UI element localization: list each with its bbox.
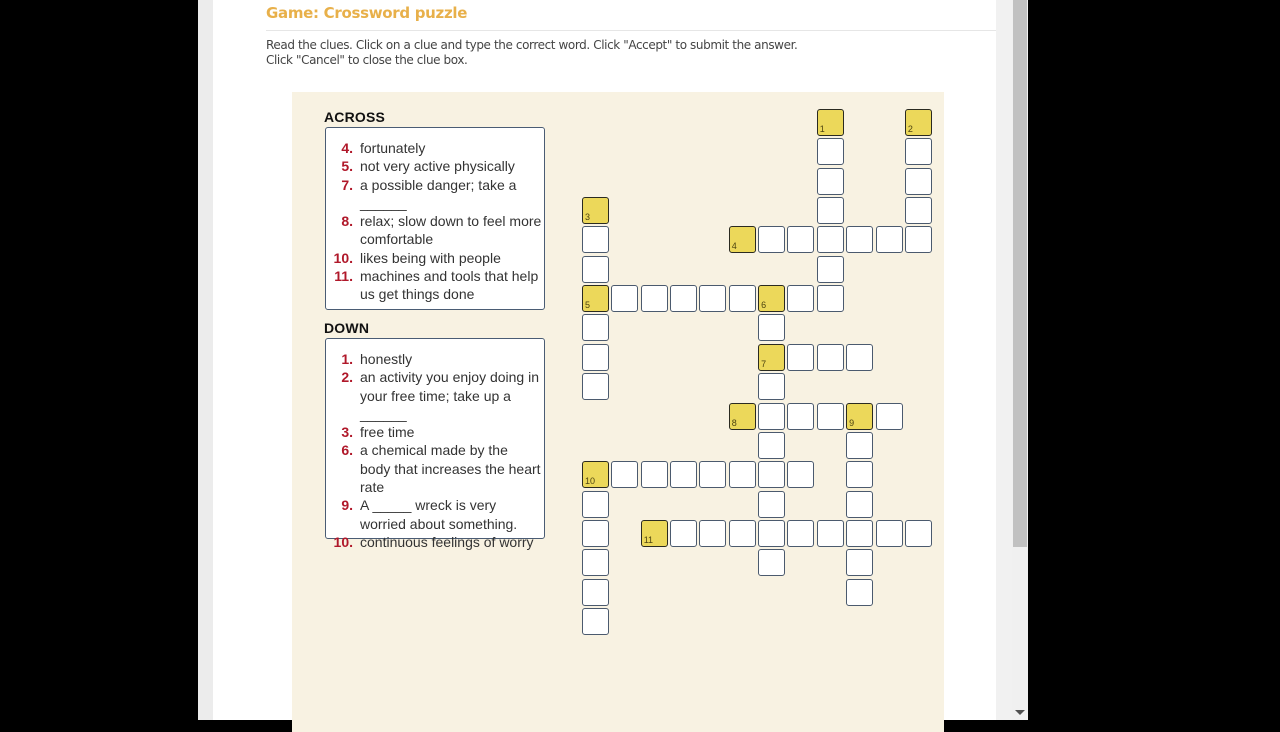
grid-cell[interactable] <box>758 520 785 547</box>
grid-cell[interactable] <box>846 549 873 576</box>
clue-down-1[interactable] <box>326 350 544 368</box>
grid-cell[interactable] <box>641 285 668 312</box>
grid-cell-start-8[interactable] <box>729 403 756 430</box>
clue-number: 10. <box>333 249 353 266</box>
clue-down-9[interactable] <box>326 496 544 533</box>
grid-cell[interactable] <box>582 549 609 576</box>
grid-cell[interactable] <box>582 608 609 635</box>
grid-cell[interactable] <box>787 403 814 430</box>
across-clue-list <box>325 127 545 310</box>
grid-cell-start-5[interactable] <box>582 285 609 312</box>
cell-number: 2 <box>907 124 913 134</box>
clue-across-11[interactable] <box>326 267 544 304</box>
grid-cell[interactable] <box>758 403 785 430</box>
cell-number: 9 <box>849 417 855 428</box>
grid-cell[interactable] <box>787 520 814 547</box>
clue-number: 1. <box>341 351 353 367</box>
grid-cell[interactable] <box>817 403 844 430</box>
grid-cell[interactable] <box>817 226 844 253</box>
grid-cell[interactable] <box>699 520 726 547</box>
clue-number: 9. <box>341 497 353 514</box>
grid-cell-start-7[interactable] <box>758 344 785 371</box>
grid-cell[interactable] <box>699 461 726 488</box>
clue-number: 11. <box>334 268 353 285</box>
grid-cell[interactable] <box>582 256 609 283</box>
grid-cell[interactable] <box>611 461 638 488</box>
grid-cell[interactable] <box>905 197 932 224</box>
instructions: Read the clues. Click on a clue and type the correct word. Click "Accept" to submit the answer. Click "Cancel" to close the clue box. <box>266 38 798 67</box>
grid-cell[interactable] <box>817 168 844 195</box>
clue-number: 4. <box>341 140 353 156</box>
title-divider <box>266 30 996 31</box>
grid-cell-start-1[interactable] <box>817 109 844 136</box>
grid-cell[interactable] <box>817 138 844 165</box>
across-heading: ACROSS <box>324 109 386 125</box>
grid-cell[interactable] <box>582 491 609 518</box>
grid-cell[interactable] <box>846 491 873 518</box>
grid-cell[interactable] <box>846 520 873 547</box>
scroll-down-arrow-icon[interactable] <box>1015 710 1025 715</box>
grid-cell[interactable] <box>787 285 814 312</box>
grid-cell[interactable] <box>905 226 932 253</box>
grid-cell[interactable] <box>582 226 609 253</box>
left-gutter <box>198 0 213 720</box>
grid-cell[interactable] <box>758 491 785 518</box>
clue-text: likes being with people <box>360 249 501 266</box>
clue-text: an activity you enjoy doing in your free time; take up a ______ <box>360 369 539 422</box>
grid-cell[interactable] <box>582 520 609 547</box>
clue-across-10[interactable] <box>326 249 544 267</box>
grid-cell[interactable] <box>817 197 844 224</box>
grid-cell[interactable] <box>817 256 844 283</box>
clue-across-4[interactable] <box>326 139 544 157</box>
clue-text: continuous feelings of worry <box>360 533 534 550</box>
down-heading: DOWN <box>324 320 370 336</box>
grid-cell[interactable] <box>670 285 697 312</box>
clue-across-8[interactable] <box>326 212 544 249</box>
grid-cell[interactable] <box>787 344 814 371</box>
grid-cell[interactable] <box>582 373 609 400</box>
grid-cell[interactable] <box>641 461 668 488</box>
grid-cell[interactable] <box>817 285 844 312</box>
grid-cell[interactable] <box>758 461 785 488</box>
grid-cell[interactable] <box>905 168 932 195</box>
cell-number: 8 <box>731 417 737 428</box>
grid-cell[interactable] <box>846 461 873 488</box>
vertical-scrollbar[interactable] <box>1012 0 1028 720</box>
grid-cell[interactable] <box>846 579 873 606</box>
cell-number: 10 <box>585 476 596 487</box>
grid-cell[interactable] <box>758 432 785 459</box>
grid-cell[interactable] <box>758 549 785 576</box>
clue-number: 10. <box>333 533 353 550</box>
grid-cell[interactable] <box>876 520 903 547</box>
cell-number: 11 <box>643 534 654 545</box>
grid-cell[interactable] <box>670 461 697 488</box>
grid-cell[interactable] <box>817 520 844 547</box>
grid-cell[interactable] <box>905 520 932 547</box>
clue-down-6[interactable] <box>326 441 544 496</box>
grid-cell[interactable] <box>758 226 785 253</box>
grid-cell-start-2[interactable] <box>905 109 932 136</box>
page-title: Game: Crossword puzzle <box>266 4 468 22</box>
clue-text: honestly <box>360 351 413 367</box>
grid-cell[interactable] <box>729 520 756 547</box>
clue-number: 3. <box>341 424 353 441</box>
clue-text: fortunately <box>360 140 426 156</box>
grid-cell[interactable] <box>758 314 785 341</box>
cell-number: 5 <box>585 300 591 311</box>
grid-cell[interactable] <box>758 373 785 400</box>
grid-cell[interactable] <box>699 285 726 312</box>
grid-cell[interactable] <box>582 579 609 606</box>
grid-cell[interactable] <box>846 432 873 459</box>
clue-text: A _____ wreck is very worried about something. <box>360 497 518 532</box>
cell-number: 3 <box>585 212 591 223</box>
clue-number: 7. <box>341 176 353 193</box>
grid-cell-start-3[interactable] <box>582 197 609 224</box>
clue-text: a possible danger; take a ______ <box>360 176 517 211</box>
clue-across-5[interactable] <box>326 157 544 175</box>
grid-cell[interactable] <box>611 285 638 312</box>
clue-down-3[interactable] <box>326 423 544 441</box>
cell-number: 6 <box>761 300 767 311</box>
clue-number: 8. <box>341 213 353 230</box>
grid-cell[interactable] <box>787 226 814 253</box>
clue-text: relax; slow down to feel more comfortable <box>360 213 542 248</box>
grid-cell[interactable] <box>729 461 756 488</box>
grid-cell[interactable] <box>876 226 903 253</box>
clue-text: a chemical made by the body that increases the heart rate <box>360 442 541 496</box>
clue-text: not very active physically <box>360 158 515 175</box>
clue-text: free time <box>360 424 415 441</box>
cell-number: 4 <box>731 241 737 252</box>
grid-cell[interactable] <box>582 344 609 371</box>
grid-cell[interactable] <box>787 461 814 488</box>
grid-cell-start-9[interactable] <box>846 403 873 430</box>
grid-cell[interactable] <box>876 403 903 430</box>
clue-number: 6. <box>341 442 353 459</box>
clue-number: 5. <box>341 158 353 175</box>
down-clue-list <box>325 338 545 550</box>
cell-number: 7 <box>761 358 767 369</box>
grid-cell-start-10[interactable] <box>582 461 609 488</box>
grid-cell[interactable] <box>582 314 609 341</box>
grid-cell[interactable] <box>670 520 697 547</box>
clue-down-2[interactable] <box>326 368 544 423</box>
grid-cell[interactable] <box>905 138 932 165</box>
grid-cell[interactable] <box>846 226 873 253</box>
scrollbar-thumb[interactable] <box>1013 0 1027 547</box>
grid-cell[interactable] <box>817 344 844 371</box>
grid-cell-start-11[interactable] <box>641 520 668 547</box>
clue-down-10[interactable] <box>326 533 544 551</box>
grid-cell-start-4[interactable] <box>729 226 756 253</box>
clue-across-7[interactable] <box>326 176 544 213</box>
right-gutter <box>996 0 1012 720</box>
grid-cell-start-6[interactable] <box>758 285 785 312</box>
crossword-board <box>292 92 944 732</box>
clue-number: 2. <box>341 369 353 386</box>
clue-text: machines and tools that help us get things done <box>360 268 539 303</box>
grid-cell[interactable] <box>846 344 873 371</box>
grid-cell[interactable] <box>729 285 756 312</box>
cell-number: 1 <box>819 124 825 134</box>
